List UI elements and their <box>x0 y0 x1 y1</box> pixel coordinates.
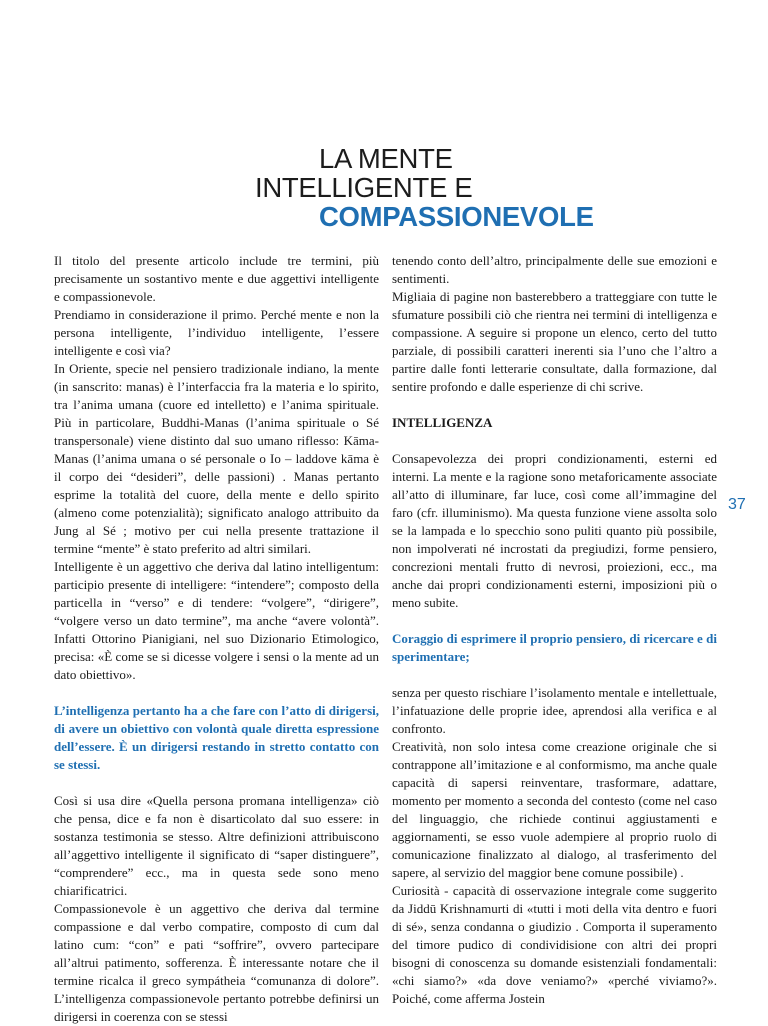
title-line-1: LA MENTE <box>319 143 453 174</box>
paragraph-spacer <box>392 396 717 414</box>
paragraph: Curiosità - capacità di osservazione integrale come suggerito da Jiddū Krishnamurti di «tutti i moti della vita dentro e fuori di sé», senza condanna o giudizio . Comporta il superamento del timore pudico di condividisione con altri dei propri bisogni di conoscenza su domande esistenziali fondamentali: «chi siamo?» «da dove veniamo?» «perché viviamo?». Poiché, come afferma Jostein <box>392 883 717 1006</box>
paragraph: Così si usa dire «Quella persona promana intelligenza» ciò che pensa, dice e fa non è disarticolato dal suo essere: in sostanza testimonia se stesso. Altre definizioni attribuiscono all’aggettivo intelligente il significato di “saper distinguere”, “comprendere” ecc., ma in questa sede sono meno chiarificatrici. <box>54 793 379 898</box>
right-text-column <box>392 252 717 1008</box>
paragraph-spacer <box>54 684 379 702</box>
title-line-3: COMPASSIONEVOLE <box>319 201 594 232</box>
paragraph: Prendiamo in considerazione il primo. Perché mente e non la persona intelligente, l’individuo intelligente, l’essere intelligente e così via? <box>54 307 379 358</box>
paragraph: Il titolo del presente articolo include tre termini, più precisamente un sostantivo mente e due aggettivi intelligente e compassionevole. <box>54 253 379 304</box>
paragraph: Migliaia di pagine non basterebbero a tratteggiare con tutte le sfumature possibili ciò che rientra nei termini di intelligenza e compassione. A seguire si propone un elenco, certo del tutto parziale, di possibili caratteri inerenti sia l’uno che l’altro a partire dalle fonti letterarie consultate, dalla formazione, dal sentire profondo e dalle esperienze di chi scrive. <box>392 289 717 394</box>
article-title <box>255 144 655 231</box>
paragraph: tenendo conto dell’altro, principalmente delle sue emozioni e sentimenti. <box>392 253 717 286</box>
highlighted-paragraph: Coraggio di esprimere il proprio pensiero, di ricercare e di sperimentare; <box>392 631 717 664</box>
paragraph-spacer <box>392 432 717 450</box>
title-line-2: INTELLIGENTE E <box>255 172 473 203</box>
paragraph-spacer <box>392 612 717 630</box>
highlighted-paragraph: L’intelligenza pertanto ha a che fare con l’atto di dirigersi, di avere un obiettivo con volontà quale diretta espressione dell’essere. È un dirigersi restando in stretto contatto con se stessi. <box>54 703 379 772</box>
paragraph: In Oriente, specie nel pensiero tradizionale indiano, la mente (in sanscrito: manas) è l’interfaccia fra la materia e lo spirito, tra l’anima umana (cuore ed intelletto) e l’anima spirituale. Più in particolare, Buddhi-Manas (l’anima spirituale o Sé transpersonale) viene distinto dal suo umano riflesso: Kāma-Manas (l’anima umana o sé personale o Io – laddove kāma è il corpo dei “desideri”, delle passioni) . Manas pertanto esprime la totalità del cuore, della mente e dello spirito (almeno come potenzialità); significato analogo attribuito da Jung al Sé ; motivo per cui nella presente trattazione il termine “mente” è stato preferito ad altri similari. <box>54 361 379 556</box>
paragraph: Intelligente è un aggettivo che deriva dal latino intelligentum: participio presente di intelligere: “intendere”; composto della particella in “verso” e di tendere: “volgere”, “dirigere”, “volgere verso un dato termine”, ma anche “avere volontà”. Infatti Ottorino Pianigiani, nel suo Dizionario Etimologico, precisa: «È come se si dicesse volgere i sensi o la mente ad un dato obiettivo». <box>54 559 379 682</box>
left-text-column <box>54 252 379 1026</box>
paragraph: senza per questo rischiare l’isolamento mentale e intellettuale, l’infatuazione delle proprie idee, aprendosi alla verifica e al confronto. <box>392 685 717 736</box>
paragraph-spacer <box>392 666 717 684</box>
page-number: 37 <box>728 496 746 513</box>
paragraph: Consapevolezza dei propri condizionamenti, esterni ed interni. La mente e la ragione sono metaforicamente associate all’atto di illuminare, far luce, così come all’immagine del faro (cfr. illuminismo). Ma questa funzione viene assolta solo se la lampada e lo specchio sono puliti quanto più possibile, non impolverati né incrostati da pregiudizi, forme pensiero, concrezioni mentali frutto di nevrosi, proiezioni, ecc., ma anche dai propri condizionamenti esterni, imposizioni più o meno subite. <box>392 451 717 610</box>
paragraph: Compassionevole è un aggettivo che deriva dal termine compassione e dal verbo compatire, composto di cum dal latino cum: “con” e pati “soffrire”, ovvero partecipare all’altrui patimento, sofferenza. È interessante notare che il termine ricalca il greco sympátheia “comunanza di dolore”. L’intelligenza compassionevole pertanto potrebbe definirsi un dirigersi in coerenza con se stessi <box>54 901 379 1024</box>
paragraph: Creatività, non solo intesa come creazione originale che si contrappone all’imitazione e al conformismo, ma anche quale capacità di sapersi reinventare, trasformare, adattare, momento per momento a seconda del contesto (come nel caso del linguaggio, che richiede continui aggiustamenti e aggiornamenti, se esso vuole adempiere al proprio ruolo di comunicazione finalizzato al dialogo, al trasferimento del sapere, al servizio del maggior bene comune possibile) . <box>392 739 717 880</box>
paragraph-spacer <box>54 774 379 792</box>
section-heading: INTELLIGENZA <box>392 415 493 430</box>
